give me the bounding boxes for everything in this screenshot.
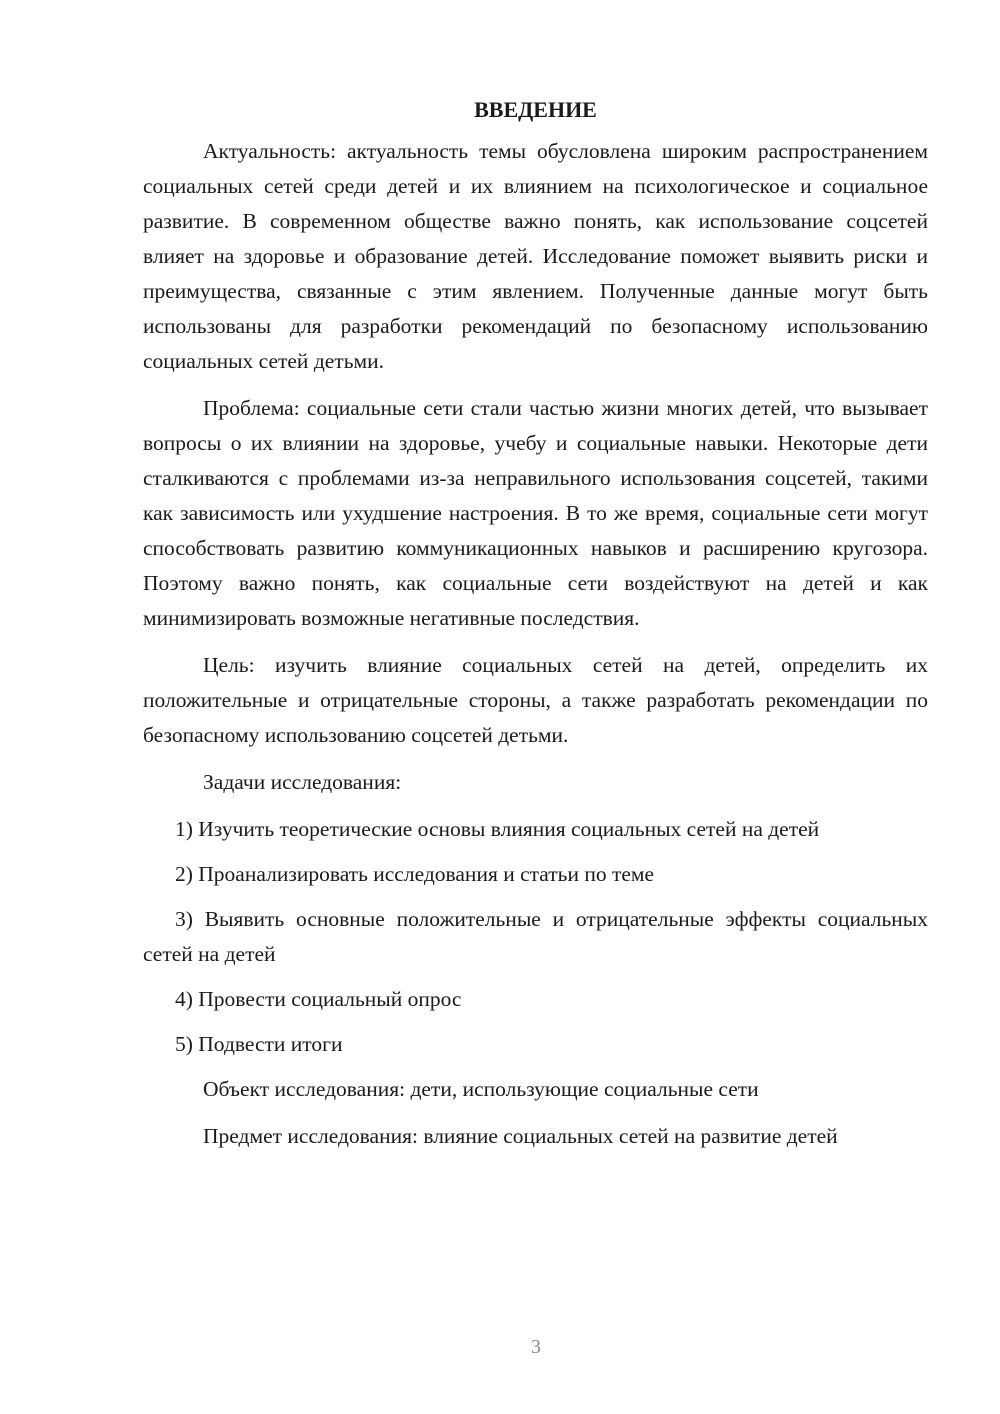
task-item-3: 3) Выявить основные положительные и отрицательные эффекты социальных сетей на детей xyxy=(143,907,928,966)
paragraph-tasks-title: Задачи исследования: xyxy=(203,770,402,794)
page-heading: ВВЕДЕНИЕ xyxy=(474,97,597,122)
paragraph-goal: Цель: изучить влияние социальных сетей на детей, определить их положительные и отрицательные стороны, а также разработать рекомендации по безопасному использованию соцсетей детьми. xyxy=(143,653,928,747)
page-number: 3 xyxy=(531,1336,541,1358)
task-item-1: 1) Изучить теоретические основы влияния социальных сетей на детей xyxy=(175,817,820,841)
paragraph-relevance: Актуальность: актуальность темы обусловлена широким распространением социальных сетей среди детей и их влиянием на психологическое и социальное развитие. В современном обществе важно понять, как использование соцсетей влияет на здоровье и образование детей. Исследование поможет выявить риски и преимущества, связанные с этим явлением. Полученные данные могут быть использованы для разработки рекомендаций по безопасному использованию социальных сетей детьми. xyxy=(143,139,928,373)
page-content xyxy=(143,96,928,1166)
paragraph-object: Объект исследования: дети, использующие социальные сети xyxy=(203,1077,759,1101)
task-item-4: 4) Провести социальный опрос xyxy=(175,987,462,1011)
task-item-2: 2) Проанализировать исследования и статьи по теме xyxy=(175,862,655,886)
task-item-5: 5) Подвести итоги xyxy=(175,1032,343,1056)
paragraph-problem: Проблема: социальные сети стали частью жизни многих детей, что вызывает вопросы о их влиянии на здоровье, учебу и социальные навыки. Некоторые дети сталкиваются с проблемами из-за неправильного использования соцсетей, такими как зависимость или ухудшение настроения. В то же время, социальные сети могут способствовать развитию коммуникационных навыков и расширению кругозора. Поэтому важно понять, как социальные сети воздействуют на детей и как минимизировать возможные негативные последствия. xyxy=(143,396,928,630)
paragraph-subject: Предмет исследования: влияние социальных сетей на развитие детей xyxy=(203,1124,838,1148)
